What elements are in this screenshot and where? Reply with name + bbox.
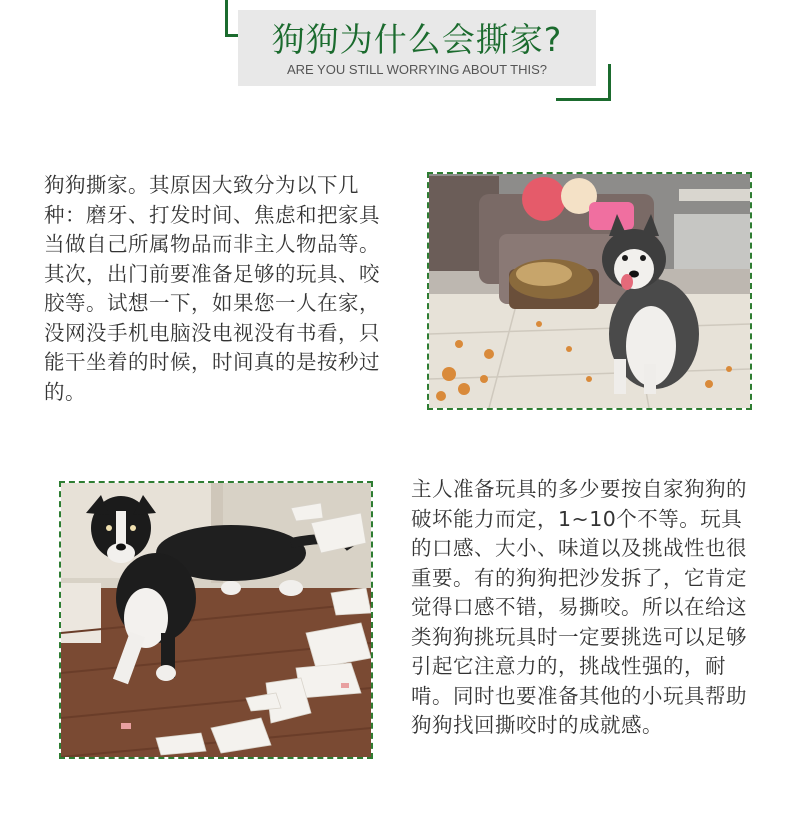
page-title: 狗狗为什么会撕家? [271, 20, 563, 59]
collie-paper-photo [59, 481, 373, 759]
section1-paragraph: 狗狗撕家。其原因大致分为以下几种：磨牙、打发时间、焦虑和把家具当做自己所属物品而非主人物品等。其次，出门前要准备足够的玩具、咬胶等。试想一下，如果您一人在家，没网没手机电脑没电视没有书看，只能干坐着的时候，时间真的是按秒过的。 [44, 173, 380, 404]
husky-sofa-illustration [429, 174, 750, 408]
header-bracket-bottom-right [556, 64, 611, 101]
collie-paper-illustration [61, 483, 371, 757]
header-banner [238, 10, 596, 86]
section2-paragraph: 主人准备玩具的多少要按自家狗狗的破坏能力而定，1~10个不等。玩具的口感、大小、味道以及挑战性也很重要。有的狗狗把沙发拆了，它肯定觉得口感不错，易撕咬。所以在给这类狗狗挑玩具时一定要挑选可以足够引起它注意力的，挑战性强的，耐啃。同时也要准备其他的小玩具帮助狗狗找回撕咬时的成就感。 [411, 477, 747, 737]
husky-sofa-photo [427, 172, 752, 410]
page-subtitle: ARE YOU STILL WORRYING ABOUT THIS? [286, 62, 548, 77]
